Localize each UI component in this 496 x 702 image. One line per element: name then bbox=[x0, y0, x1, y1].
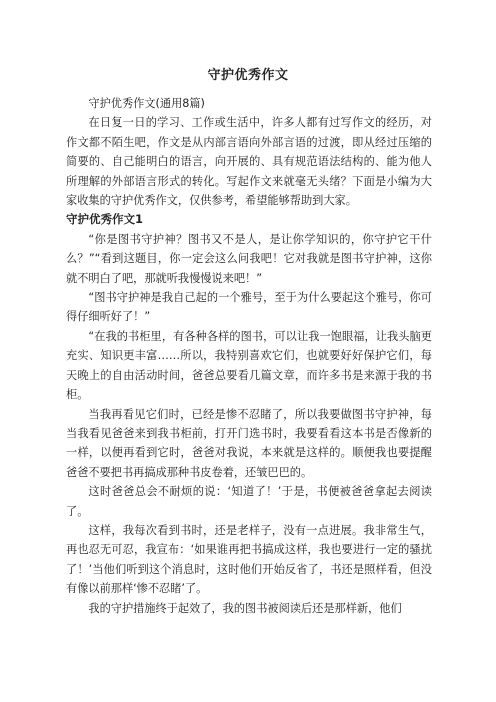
document-subtitle: 守护优秀作文(通用8篇) bbox=[88, 97, 205, 110]
document-body bbox=[66, 94, 432, 618]
body-paragraph-2: “图书守护神是我自己起的一个雅号，至于为什么要起这个雅号，你可得仔细听好了！” bbox=[66, 291, 432, 324]
body-paragraph-4: 当我再看见它们时，已经是惨不忍睹了，所以我要做图书守护神，每当我看见爸爸来到我书柜前，打开门选书时，我要看看这本书是否像新的一样，以便再看到它时，爸爸对我说，本来就是这样的。顺便我也要提醒爸爸不要把书再搞成那种书皮卷着，还皱巴巴的。 bbox=[66, 407, 432, 479]
body-paragraph-7: 我的守护措施终于起效了，我的图书被阅读后还是那样新，他们 bbox=[88, 601, 402, 615]
body-paragraph-6: 这样，我每次看到书时，还是老样子，没有一点进展。我非常生气，再也忍无可忍，我宣布：‘如果谁再把书搞成这样，我也要进行一定的骚扰了！’当他们听到这个消息时，这时他们开始反省了，书还是照样看，但没有像以前那样‘惨不忍睹’了。 bbox=[66, 523, 432, 596]
section-heading: 守护优秀作文1 bbox=[66, 212, 144, 227]
body-paragraph-3: “在我的书柜里，有各种各样的图书，可以让我一饱眼福，让我头脑更充实、知识更丰富……所以，我特别喜欢它们，也就要好好保护它们，每天晚上的自由活动时间，爸爸总要看几篇文章，而许多书是来源于我的书柜。 bbox=[66, 329, 432, 402]
intro-paragraph: 在日复一日的学习、工作或生活中，许多人都有过写作文的经历，对作文都不陌生吧，作文是从内部言语向外部言语的过渡，即从经过压缩的简要的、自己能明白的语言，向开展的、具有规范语法结构的、能为他人所理解的外部语言形式的转化。写起作文来就毫无头绪？下面是小编为大家收集的守护优秀作文，仅供参考，希望能够帮助到大家。 bbox=[66, 116, 432, 208]
body-paragraph-1: “你是图书守护神？图书又不是人，是让你学知识的，你守护它干什么？”“看到这题目，你一定会这么问我吧！它对我就是图书守护神，这你就不明白了吧，那就听我慢慢说来吧！” bbox=[66, 232, 432, 285]
body-paragraph-5: 这时爸爸总会不耐烦的说：‘知道了！’于是，书便被爸爸拿起去阅读了。 bbox=[66, 485, 432, 518]
document-title: 守护优秀作文 bbox=[207, 68, 289, 83]
